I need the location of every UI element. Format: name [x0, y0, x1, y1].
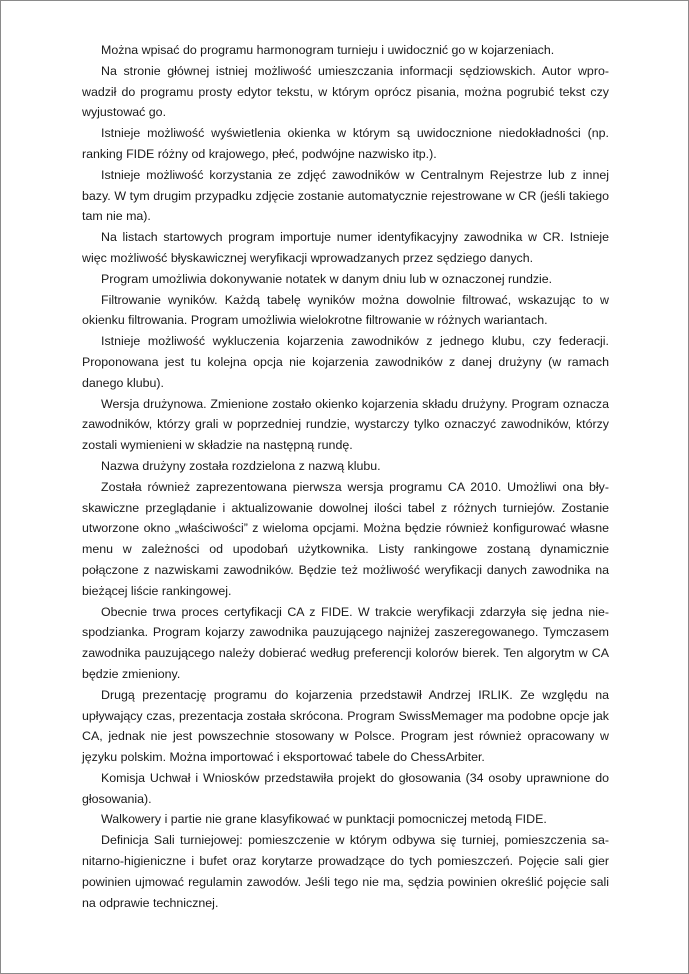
paragraph: Wersja drużynowa. Zmienione zostało okienko kojarzenia składu drużyny. Program oznacza zawodników, którzy grali w poprzedniej rundzie, wystarczy tylko oznaczyć zawodników, którzy zostali wymienieni w składzie na następną rundę. [82, 396, 609, 453]
paragraph: Istnieje możliwość wykluczenia kojarzenia zawodników z jednego klubu, czy federacji. Proponowana jest tu kolejna opcja nie kojarzenia zawodników z danej drużyny (w ramach danego klubu). [82, 334, 609, 390]
document-body [82, 40, 609, 913]
paragraph: Obecnie trwa proces certyfikacji CA z FIDE. W trakcie weryfikacji zdarzyła się jedna niespodzianka. Program kojarzy zawodnika pauzującego najniżej zaszeregowanego. Tymczasem zawodnika pauzującego należy dobierać według preferencji kolorów bierek. Ten algorytm w CA będzie zmieniony. [82, 604, 609, 681]
paragraph: Filtrowanie wyników. Każdą tabelę wyników można dowolnie filtrować, wskazując to w okienku filtrowania. Program umożliwia wielokrotne filtrowanie w różnych wariantach. [82, 292, 609, 328]
paragraph: Komisja Uchwał i Wniosków przedstawiła projekt do głosowania (34 osoby uprawnione do głosowania). [82, 770, 609, 806]
paragraph: Program umożliwia dokonywanie notatek w danym dniu lub w oznaczonej rundzie. [101, 271, 553, 286]
paragraph: Nazwa drużyny została rozdzielona z nazwą klubu. [101, 458, 381, 473]
paragraph: Definicja Sali turniejowej: pomieszczenie w którym odbywa się turniej, pomieszczenia sanitarno-higieniczne i bufet oraz korytarze prowadzące do tych pomieszczeń. Pojęcie sali gier powinien ujmować regulamin zawodów. Jeśli tego nie ma, sędzia powinien określić pojęcie sali na odprawie technicznej. [82, 833, 609, 910]
paragraph: Walkowery i partie nie grane klasyfikować w punktacji pomocniczej metodą FIDE. [101, 812, 547, 827]
paragraph: Na listach startowych program importuje numer identyfikacyjny zawodnika w CR. Istnieje więc możliwość błyskawicznej weryfikacji wprowadzanych przez sędziego danych. [82, 230, 609, 265]
paragraph: Na stronie głównej istniej możliwość umieszczania informacji sędziowskich. Autor wprowadził do programu prosty edytor tekstu, w którym oprócz pisania, można pogrubić tekst czy wyjustować go. [82, 63, 609, 120]
paragraph: Istnieje możliwość korzystania ze zdjęć zawodników w Centralnym Rejestrze lub z innej bazy. W tym drugim przypadku zdjęcie zostanie automatycznie rejestrowane w CR (jeśli takiego tam nie ma). [82, 167, 609, 224]
paragraph: Istnieje możliwość wyświetlenia okienka w którym są uwidocznione niedokładności (np. ranking FIDE różny od krajowego, płeć, podwójne nazwisko itp.). [82, 126, 609, 161]
paragraph: Można wpisać do programu harmonogram turnieju i uwidocznić go w kojarzeniach. [101, 43, 555, 57]
paragraph: Drugą prezentację programu do kojarzenia przedstawił Andrzej IRLIK. Ze względu na upływający czas, prezentacja została skrócona. Program SwissMemager ma podobne opcje jak CA, jednak nie jest powszechnie stosowany w Polsce. Program jest również opracowany w języku polskim. Można importować i eksportować tabele do ChessArbiter. [82, 687, 609, 765]
paragraph: Została również zaprezentowana pierwsza wersja programu CA 2010. Umożliwi ona błyskawiczne przeglądanie i aktualizowanie dowolnej ilości tabel z różnych turniejów. Zostanie utworzone okno „właściwości” z wieloma opcjami. Można będzie również konfigurować własne menu w zależności od upodobań użytkownika. Listy rankingowe zostaną dynamicznie połączone z nazwiskami zawodników. Będzie też możliwość weryfikacji danych zawodnika na bieżącej liście rankingowej. [82, 479, 609, 598]
